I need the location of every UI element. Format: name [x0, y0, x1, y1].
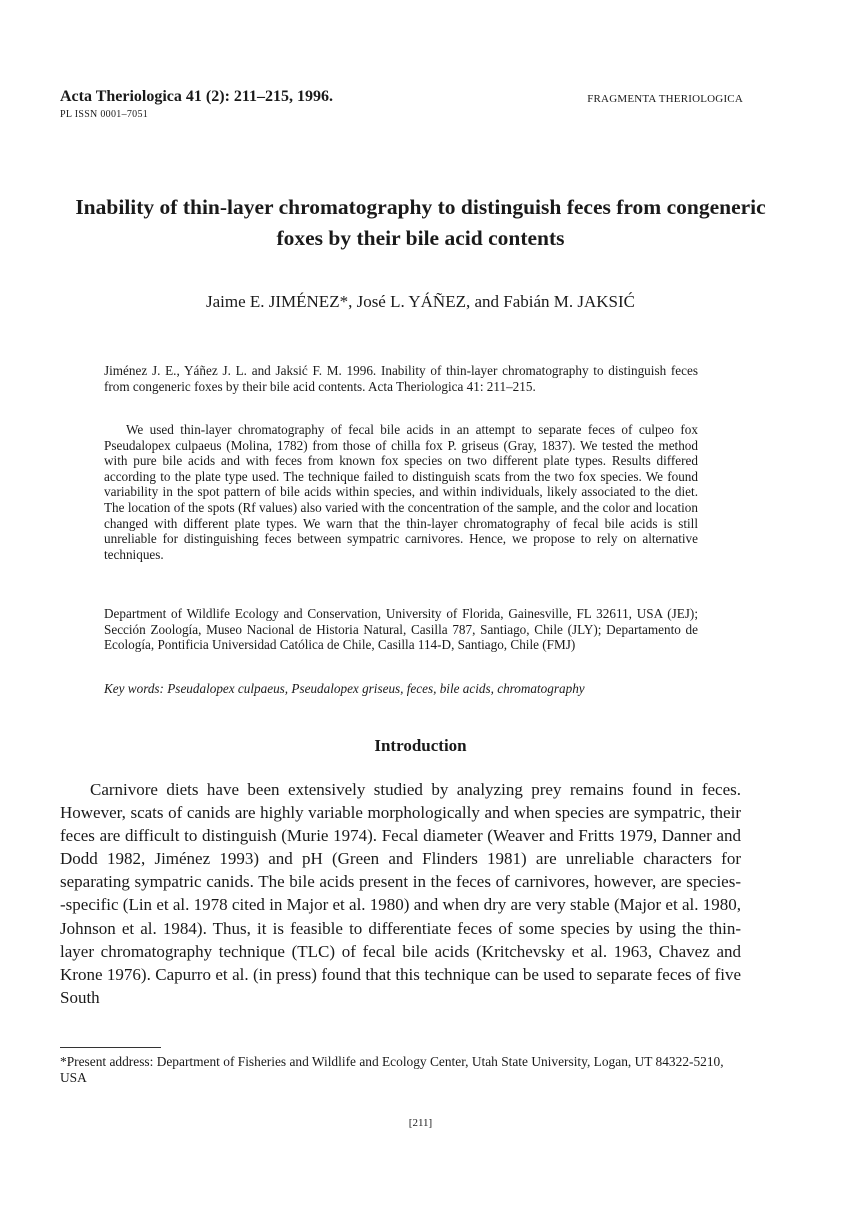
abstract-summary: We used thin-layer chromatography of fecal bile acids in an attempt to separate feces of culpeo fox Pseudalopex culpaeus (Molina, 1782) from those of chilla fox P. griseus (Gray, 1837). We tested the method with pure bile acids and with feces from known fox species on two different plate types. Results differed according to the plate type used. The technique failed to distinguish scats from the two fox species. We found variability in the spot pattern of bile acids within species, and within individuals, likely associated to the diet. The location of the spots (Rf values) also varied with the concentration of the sample, and the color and location changed with different plate types. We warn that the thin-layer chromatography of fecal bile acids is still unreliable for distinguishing feces between sympatric carnivores. Hence, we propose to rely on alternative techniques.	[104, 422, 698, 562]
section-label: FRAGMENTA THERIOLOGICA	[587, 93, 743, 105]
keywords-label: Key words:	[104, 681, 164, 696]
footnote: *Present address: Department of Fisheries and Wildlife and Ecology Center, Utah State University, Logan, UT 84322-5210, USA	[60, 1054, 724, 1085]
page-number: [211]	[408, 1117, 433, 1129]
issn: PL ISSN 0001–7051	[60, 109, 149, 120]
footnote-divider	[60, 1047, 161, 1048]
author-affiliations: Department of Wildlife Ecology and Conservation, University of Florida, Gainesville, FL 32611, USA (JEJ); Sección Zoología, Museo Nacional de Historia Natural, Casilla 787, Santiago, Chile (JLY); Departamento de Ecología, Pontificia Universidad Católica de Chile, Casilla 114-D, Santiago, Chile (FMJ)	[104, 606, 698, 653]
authors: Jaime E. JIMÉNEZ*, José L. YÁÑEZ, and Fabián M. JAKSIĆ	[205, 292, 636, 311]
journal-citation: Acta Theriologica 41 (2): 211–215, 1996.	[60, 88, 334, 105]
keywords-list: Pseudalopex culpaeus, Pseudalopex griseus, feces, bile acids, chromatography	[167, 681, 585, 696]
article-title: Inability of thin-layer chromatography to distinguish feces from congeneric foxes by their bile acid contents	[75, 195, 766, 250]
keywords	[104, 681, 698, 697]
abstract-citation: Jiménez J. E., Yáñez J. L. and Jaksić F. M. 1996. Inability of thin-layer chromatography to distinguish feces from congeneric foxes by their bile acid contents. Acta Theriologica 41: 211–215.	[104, 363, 698, 394]
introduction-paragraph: Carnivore diets have been extensively studied by analyzing prey remains found in feces. However, scats of canids are highly variable morphologically and when species are sympatric, their feces are difficult to distinguish (Murie 1974). Fecal diameter (Weaver and Fritts 1979, Danner and Dodd 1982, Jiménez 1993) and pH (Green and Flinders 1981) are unreliable characters for separating sympatric canids. The bile acids present in the feces of carnivores, however, are species--specific (Lin et al. 1978 cited in Major et al. 1980) and when dry are very stable (Major et al. 1980, Johnson et al. 1984). Thus, it is feasible to differentiate feces of some species by using the thin-layer chromatography technique (TLC) of fecal bile acids (Kritchevsky et al. 1963, Chavez and Krone 1976). Capurro et al. (in press) found that this technique can be used to separate feces of five South	[60, 780, 741, 1007]
section-heading-introduction: Introduction	[374, 736, 467, 755]
